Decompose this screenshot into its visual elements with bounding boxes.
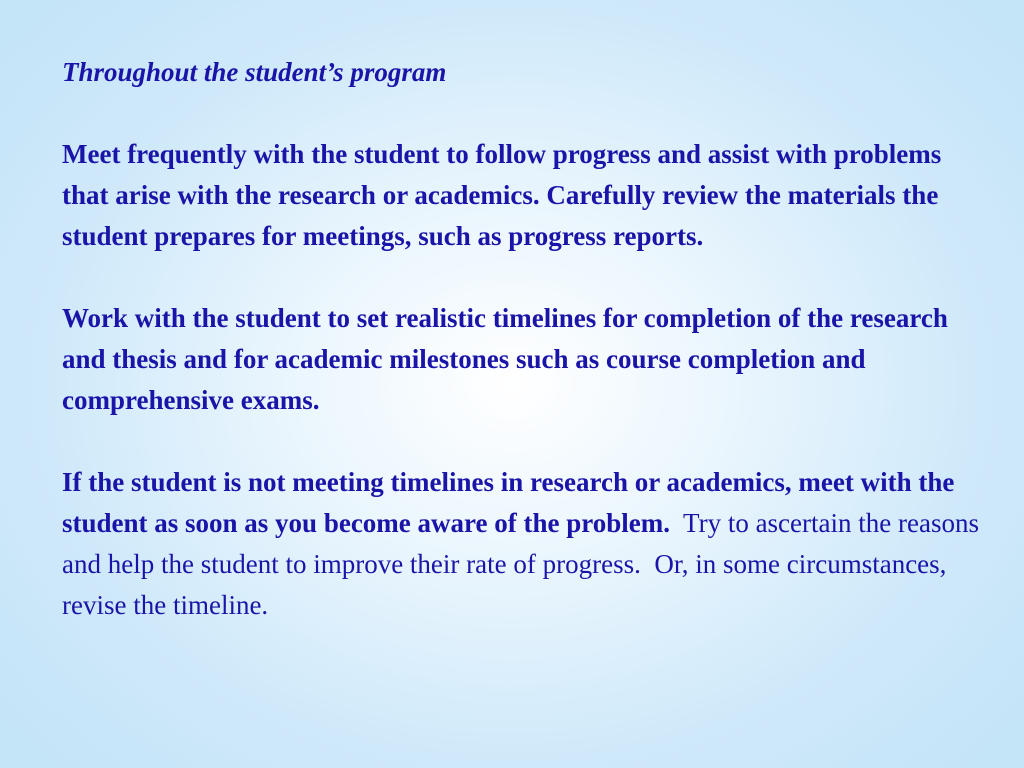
paragraph-bold-text: Work with the student to set realistic timelines for completion of the research and thesis and for academic milestones such as course completion and comprehensive exams. <box>62 303 948 415</box>
slide-heading: Throughout the student’s program <box>62 57 447 87</box>
slide-content <box>62 52 986 626</box>
paragraph-not-meeting-timelines <box>62 462 986 626</box>
paragraph-bold-text: If the student is not meeting timelines in research or academics, meet with the student as soon as you become aware of the problem. <box>62 467 955 538</box>
paragraph-meet-frequently <box>62 134 982 257</box>
paragraph-timelines <box>62 298 982 421</box>
paragraph-normal-text: Try to ascertain the reasons and help the student to improve their rate of progress. Or, in some circumstances, revise the timeline. <box>62 508 986 620</box>
paragraph-bold-text: Meet frequently with the student to follow progress and assist with problems that arise with the research or academics. Carefully review the materials the student prepares for meetings, such as progress reports. <box>62 139 942 251</box>
